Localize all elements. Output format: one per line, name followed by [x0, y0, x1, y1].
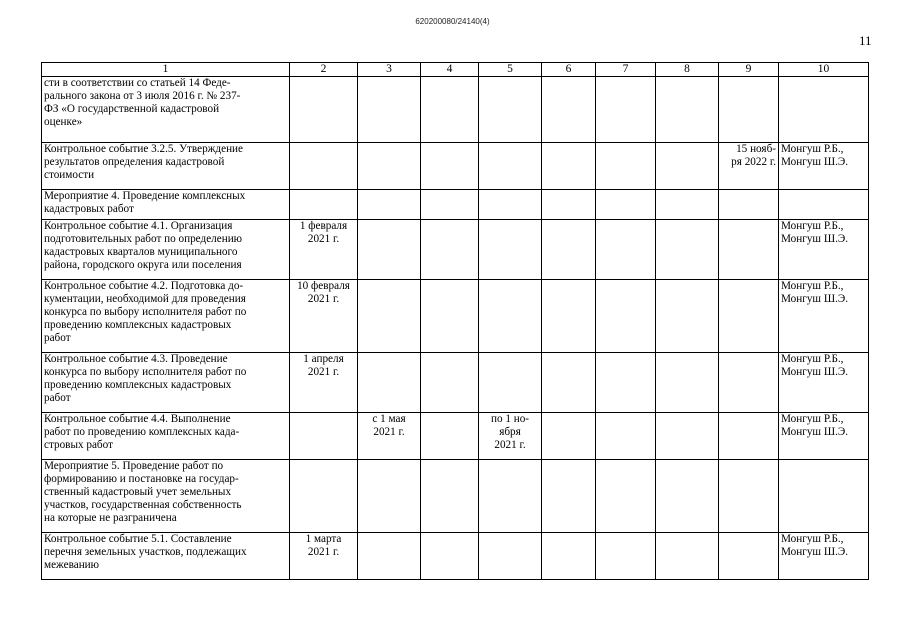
- column-7-cell: [596, 77, 656, 143]
- column-4-cell: [421, 220, 479, 280]
- column-7-cell: [596, 190, 656, 220]
- responsible-cell: Монгуш Р.Б., Монгуш Ш.Э.: [779, 413, 869, 460]
- activity-cell: Контрольное событие 4.3. Проведение конкурса по выбору исполнителя работ по проведению комплексных кадастровых работ: [42, 353, 290, 413]
- column-4-cell: [421, 353, 479, 413]
- column-4-cell: [421, 413, 479, 460]
- activity-cell: Мероприятие 4. Проведение комплексных кадастровых работ: [42, 190, 290, 220]
- activity-cell: Контрольное событие 4.4. Выполнение работ по проведению комплексных када- стровых работ: [42, 413, 290, 460]
- table-row: [42, 220, 869, 280]
- column-5-cell: [479, 143, 542, 190]
- column-header: 2: [290, 63, 358, 77]
- column-3-cell: [358, 280, 421, 353]
- column-header: 3: [358, 63, 421, 77]
- column-7-cell: [596, 413, 656, 460]
- column-3-cell: [358, 143, 421, 190]
- column-2-cell: [290, 143, 358, 190]
- column-2-cell: 1 апреля 2021 г.: [290, 353, 358, 413]
- responsible-cell: Монгуш Р.Б., Монгуш Ш.Э.: [779, 280, 869, 353]
- activity-cell: Контрольное событие 5.1. Составление перечня земельных участков, подлежащих межеванию: [42, 533, 290, 580]
- column-6-cell: [542, 220, 596, 280]
- page-number: 11: [859, 33, 872, 48]
- column-header: 1: [42, 63, 290, 77]
- column-8-cell: [656, 143, 719, 190]
- table-row: [42, 280, 869, 353]
- column-5-cell: [479, 190, 542, 220]
- table-row: [42, 190, 869, 220]
- column-7-cell: [596, 460, 656, 533]
- activity-cell: сти в соответствии со статьей 14 Феде- рального закона от 3 июля 2016 г. № 237- ФЗ «О государственной кадастровой оценке»: [42, 77, 290, 143]
- responsible-cell: Монгуш Р.Б., Монгуш Ш.Э.: [779, 353, 869, 413]
- column-9-cell: [719, 353, 779, 413]
- column-4-cell: [421, 280, 479, 353]
- column-header: 5: [479, 63, 542, 77]
- column-2-cell: [290, 190, 358, 220]
- column-2-cell: 1 февраля 2021 г.: [290, 220, 358, 280]
- column-3-cell: [358, 77, 421, 143]
- activity-cell: Контрольное событие 3.2.5. Утверждение результатов определения кадастровой стоимости: [42, 143, 290, 190]
- column-5-cell: [479, 353, 542, 413]
- column-header: 6: [542, 63, 596, 77]
- table-row: [42, 413, 869, 460]
- column-8-cell: [656, 460, 719, 533]
- table-row: [42, 77, 869, 143]
- responsible-cell: Монгуш Р.Б., Монгуш Ш.Э.: [779, 143, 869, 190]
- column-4-cell: [421, 190, 479, 220]
- column-3-cell: [358, 190, 421, 220]
- column-3-cell: [358, 460, 421, 533]
- column-9-cell: [719, 460, 779, 533]
- column-5-cell: по 1 но- ября 2021 г.: [479, 413, 542, 460]
- column-7-cell: [596, 220, 656, 280]
- column-5-cell: [479, 280, 542, 353]
- column-9-cell: 15 нояб- ря 2022 г.: [719, 143, 779, 190]
- column-8-cell: [656, 353, 719, 413]
- table-row: [42, 533, 869, 580]
- schedule-table: [41, 62, 869, 580]
- column-9-cell: [719, 190, 779, 220]
- table-row: [42, 143, 869, 190]
- column-8-cell: [656, 77, 719, 143]
- responsible-cell: Монгуш Р.Б., Монгуш Ш.Э.: [779, 220, 869, 280]
- responsible-cell: Монгуш Р.Б., Монгуш Ш.Э.: [779, 533, 869, 580]
- column-5-cell: [479, 77, 542, 143]
- column-header: 7: [596, 63, 656, 77]
- column-8-cell: [656, 413, 719, 460]
- column-4-cell: [421, 533, 479, 580]
- column-6-cell: [542, 460, 596, 533]
- column-6-cell: [542, 280, 596, 353]
- column-8-cell: [656, 533, 719, 580]
- column-7-cell: [596, 143, 656, 190]
- column-header: 4: [421, 63, 479, 77]
- column-9-cell: [719, 280, 779, 353]
- column-9-cell: [719, 220, 779, 280]
- column-3-cell: [358, 533, 421, 580]
- column-6-cell: [542, 413, 596, 460]
- document-header-code: 620200080/24140(4): [415, 17, 490, 26]
- table-row: [42, 353, 869, 413]
- column-4-cell: [421, 460, 479, 533]
- responsible-cell: [779, 77, 869, 143]
- column-header: 9: [719, 63, 779, 77]
- column-9-cell: [719, 77, 779, 143]
- column-8-cell: [656, 190, 719, 220]
- column-4-cell: [421, 143, 479, 190]
- column-3-cell: [358, 353, 421, 413]
- column-8-cell: [656, 280, 719, 353]
- column-6-cell: [542, 353, 596, 413]
- column-header: 10: [779, 63, 869, 77]
- column-2-cell: [290, 460, 358, 533]
- column-3-cell: [358, 220, 421, 280]
- column-7-cell: [596, 533, 656, 580]
- table-header-row: [42, 63, 869, 77]
- column-7-cell: [596, 280, 656, 353]
- responsible-cell: [779, 460, 869, 533]
- column-4-cell: [421, 77, 479, 143]
- responsible-cell: [779, 190, 869, 220]
- column-9-cell: [719, 533, 779, 580]
- column-2-cell: [290, 413, 358, 460]
- column-6-cell: [542, 190, 596, 220]
- column-8-cell: [656, 220, 719, 280]
- column-6-cell: [542, 77, 596, 143]
- activity-cell: Мероприятие 5. Проведение работ по формированию и постановке на государ- ственный кадастровый учет земельных участков, государственная собственность на которые не разграничена: [42, 460, 290, 533]
- column-3-cell: с 1 мая 2021 г.: [358, 413, 421, 460]
- column-2-cell: 10 февраля 2021 г.: [290, 280, 358, 353]
- column-5-cell: [479, 220, 542, 280]
- column-5-cell: [479, 533, 542, 580]
- column-9-cell: [719, 413, 779, 460]
- column-6-cell: [542, 533, 596, 580]
- column-5-cell: [479, 460, 542, 533]
- column-7-cell: [596, 353, 656, 413]
- column-header: 8: [656, 63, 719, 77]
- table-row: [42, 460, 869, 533]
- column-2-cell: [290, 77, 358, 143]
- activity-cell: Контрольное событие 4.2. Подготовка до- кументации, необходимой для проведения конкурса по выбору исполнителя работ по проведению комплексных кадастровых работ: [42, 280, 290, 353]
- column-2-cell: 1 марта 2021 г.: [290, 533, 358, 580]
- column-6-cell: [542, 143, 596, 190]
- activity-cell: Контрольное событие 4.1. Организация подготовительных работ по определению кадастровых кварталов муниципального района, городского округа или поселения: [42, 220, 290, 280]
